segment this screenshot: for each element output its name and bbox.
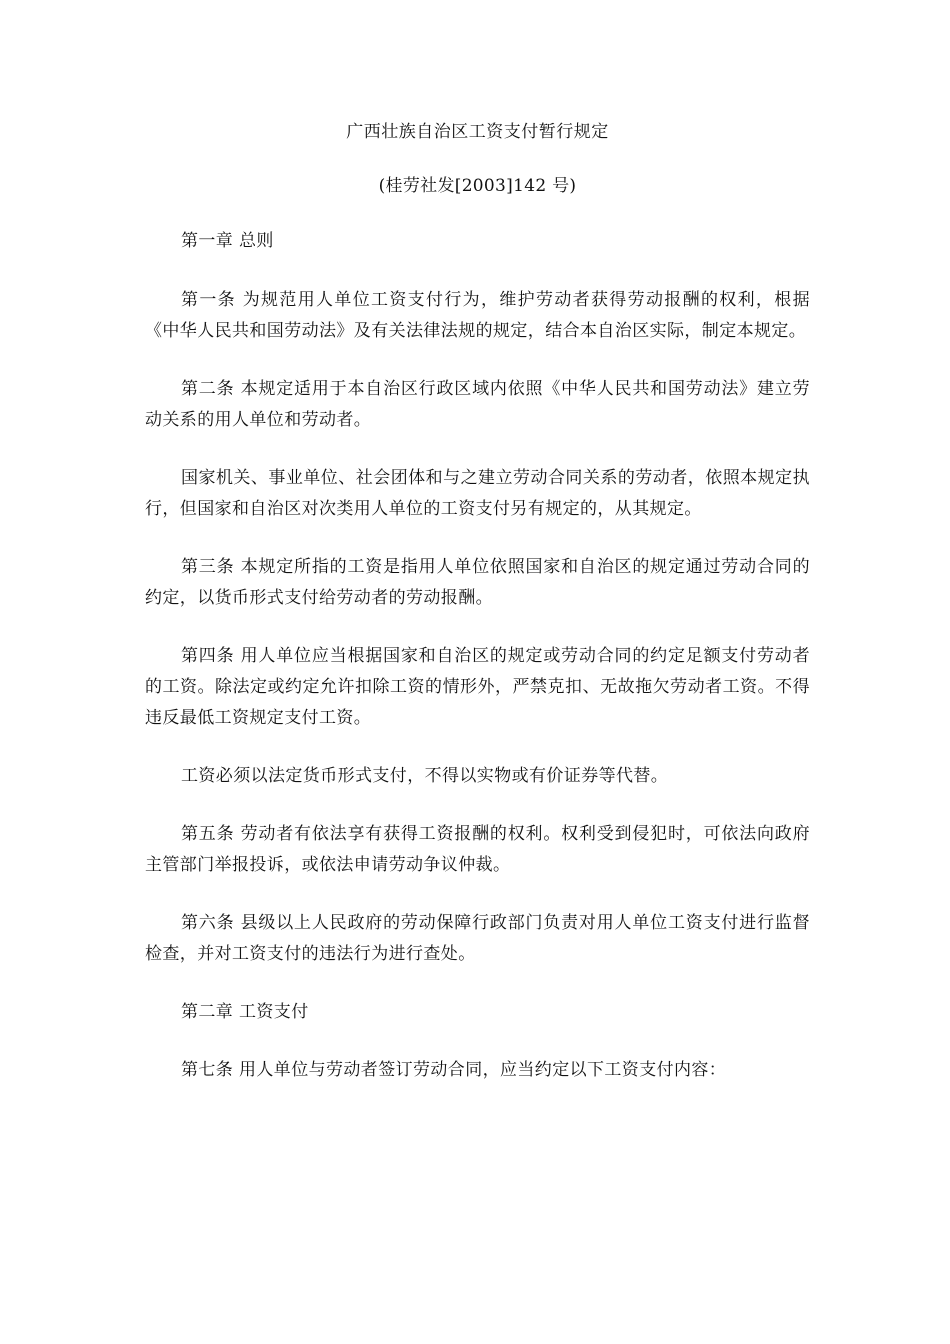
article-3: 第三条 本规定所指的工资是指用人单位依照国家和自治区的规定通过劳动合同的约定，以货币形式支付给劳动者的劳动报酬。 (145, 557, 810, 608)
article-7: 第七条 用人单位与劳动者签订劳动合同，应当约定以下工资支付内容： (181, 1060, 727, 1080)
article-2: 第二条 本规定适用于本自治区行政区域内依照《中华人民共和国劳动法》建立劳动关系的用人单位和劳动者。 (145, 379, 810, 430)
document-title: 广西壮族自治区工资支付暂行规定 (346, 122, 609, 142)
chapter-heading-2: 第二章 工资支付 (181, 1002, 309, 1022)
chapter-heading-1: 第一章 总则 (181, 231, 274, 251)
article-4-supplement: 工资必须以法定货币形式支付，不得以实物或有价证券等代替。 (181, 766, 669, 786)
document-subtitle: (桂劳社发[2003]142 号) (378, 176, 577, 196)
article-5: 第五条 劳动者有依法享有获得工资报酬的权利。权利受到侵犯时，可依法向政府主管部门举报投诉，或依法申请劳动争议仲裁。 (145, 824, 810, 875)
document-body (145, 118, 810, 1086)
article-1: 第一条 为规范用人单位工资支付行为，维护劳动者获得劳动报酬的权利，根据《中华人民共和国劳动法》及有关法律法规的规定，结合本自治区实际，制定本规定。 (145, 290, 810, 341)
article-2-supplement: 国家机关、事业单位、社会团体和与之建立劳动合同关系的劳动者，依照本规定执行，但国家和自治区对次类用人单位的工资支付另有规定的，从其规定。 (145, 468, 810, 519)
article-4: 第四条 用人单位应当根据国家和自治区的规定或劳动合同的约定足额支付劳动者的工资。除法定或约定允许扣除工资的情形外，严禁克扣、无故拖欠劳动者工资。不得违反最低工资规定支付工资。 (145, 646, 810, 728)
article-6: 第六条 县级以上人民政府的劳动保障行政部门负责对用人单位工资支付进行监督检查，并对工资支付的违法行为进行查处。 (145, 913, 810, 964)
